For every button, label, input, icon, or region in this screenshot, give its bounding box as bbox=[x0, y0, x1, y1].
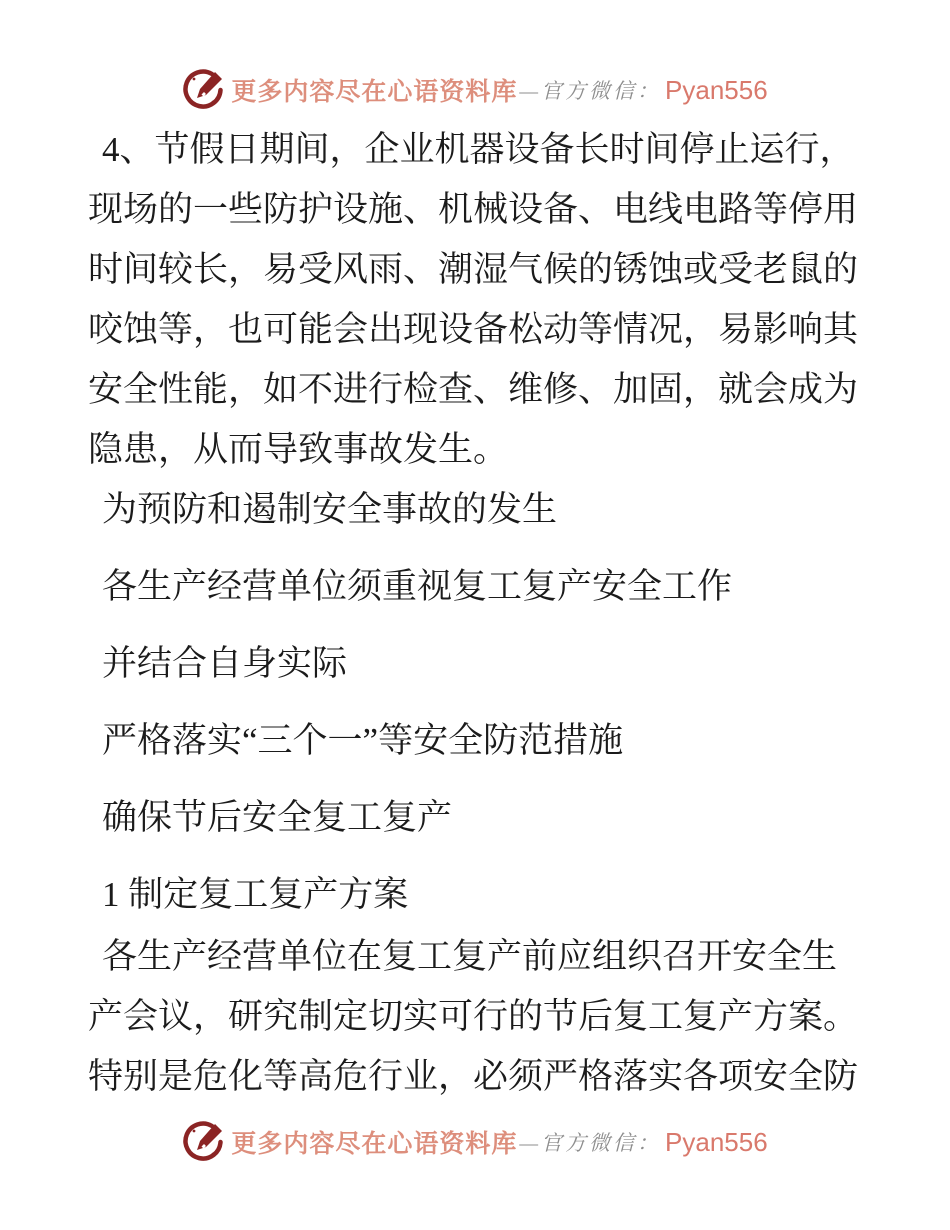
watermark-brand-text: 更多内容尽在心语资料库 bbox=[231, 1131, 518, 1158]
paragraph-own-reality bbox=[88, 634, 863, 694]
watermark-wechat-label: —官方微信： bbox=[519, 1131, 662, 1155]
watermark-wechat-id: Pyan556 bbox=[665, 1126, 768, 1157]
text-line: 特别是危化等高危行业，必须严格落实各项安全防 bbox=[88, 1057, 859, 1096]
text-line: 4、节假日期间，企业机器设备长时间停止运行， bbox=[102, 130, 855, 169]
paragraph-plan-heading bbox=[88, 865, 863, 925]
paragraph-plan-detail bbox=[88, 927, 863, 1107]
pen-nib-logo-icon bbox=[182, 1121, 224, 1163]
watermark-brand-text: 更多内容尽在心语资料库 bbox=[231, 79, 518, 106]
text-line: 1 制定复工复产方案 bbox=[102, 875, 409, 914]
paragraph-prevention bbox=[88, 480, 863, 540]
text-line: 隐患，从而导致事故发生。 bbox=[88, 430, 509, 469]
paragraph-three-ones bbox=[88, 711, 863, 771]
paragraph-units-attention bbox=[88, 557, 863, 617]
pen-nib-logo-icon bbox=[182, 69, 224, 111]
header-watermark bbox=[0, 66, 950, 114]
watermark-wechat-id: Pyan556 bbox=[665, 74, 768, 105]
text-line: 时间较长，易受风雨、潮湿气候的锈蚀或受老鼠的 bbox=[88, 250, 859, 289]
document-text bbox=[88, 120, 863, 1124]
text-line: 安全性能，如不进行检查、维修、加固，就会成为 bbox=[88, 370, 859, 409]
paragraph-ensure-safety bbox=[88, 788, 863, 848]
text-line: 确保节后安全复工复产 bbox=[102, 798, 453, 837]
text-line: 为预防和遏制安全事故的发生 bbox=[102, 490, 558, 529]
footer-watermark bbox=[0, 1118, 950, 1166]
watermark-wechat-label: —官方微信： bbox=[519, 79, 662, 103]
text-line: 并结合自身实际 bbox=[102, 644, 348, 683]
paragraph-holiday-risk bbox=[88, 120, 863, 480]
text-line: 各生产经营单位在复工复产前应组织召开安全生 bbox=[102, 937, 838, 976]
text-line: 产会议，研究制定切实可行的节后复工复产方案。 bbox=[88, 997, 859, 1036]
text-line: 现场的一些防护设施、机械设备、电线电路等停用 bbox=[88, 190, 859, 229]
text-line: 严格落实“三个一”等安全防范措施 bbox=[102, 721, 624, 760]
text-line: 各生产经营单位须重视复工复产安全工作 bbox=[102, 567, 733, 606]
text-line: 咬蚀等，也可能会出现设备松动等情况，易影响其 bbox=[88, 310, 859, 349]
